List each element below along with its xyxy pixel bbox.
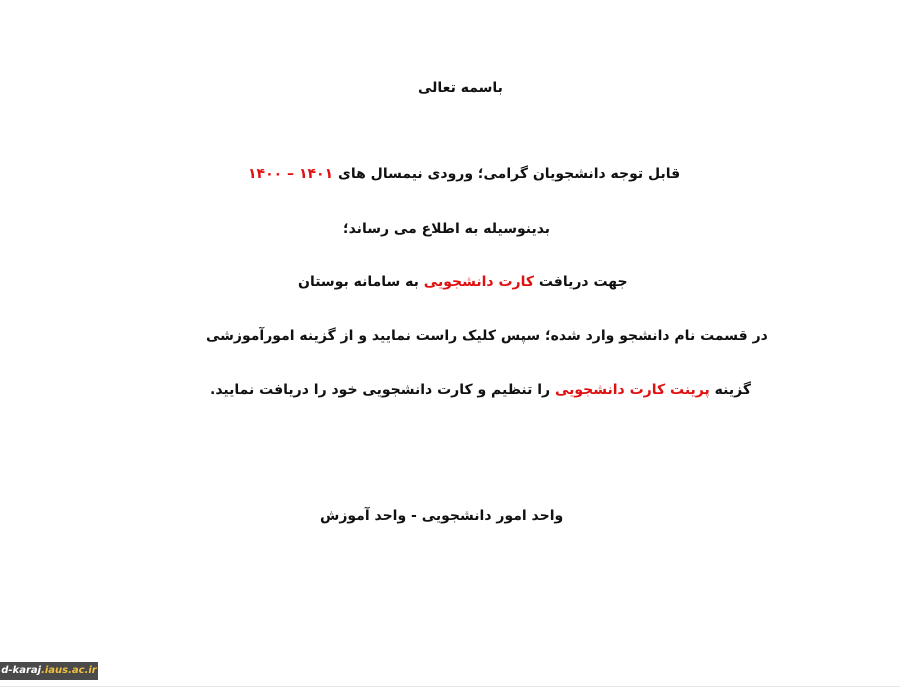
line-3-before: جهت دریافت xyxy=(533,274,628,290)
watermark-prefix: d-karaj xyxy=(1,665,42,676)
line-5-after: را تنظیم و کارت دانشجویی خود را دریافت نمایید. xyxy=(210,382,555,398)
bottom-divider xyxy=(0,686,900,687)
line-3-after: به سامانه بوستان xyxy=(298,274,424,290)
announcement-line-4: در قسمت نام دانشجو وارد شده؛ سپس کلیک راست نمایید و از گزینه امورآموزشی xyxy=(206,328,768,344)
line-5-before: گزینه xyxy=(709,382,751,398)
document-heading: باسمه تعالی xyxy=(418,80,503,96)
announcement-line-5 xyxy=(210,380,751,400)
line-1-text: قابل توجه دانشجویان گرامی؛ ورودی نیمسال های xyxy=(333,166,681,182)
print-card-highlight: پرینت کارت دانشجویی xyxy=(554,382,710,398)
watermark-suffix: .iaus.ac.ir xyxy=(41,665,97,676)
announcement-line-1 xyxy=(248,164,680,184)
announcement-line-3 xyxy=(298,272,628,292)
signature-line: واحد امور دانشجویی - واحد آموزش xyxy=(320,508,564,524)
semester-years-highlight: ۱۴۰۱ – ۱۴۰۰ xyxy=(248,166,334,182)
site-watermark xyxy=(0,662,98,680)
announcement-line-2: بدینوسیله به اطلاع می رساند؛ xyxy=(343,221,551,237)
student-card-highlight: کارت دانشجویی xyxy=(423,274,534,290)
